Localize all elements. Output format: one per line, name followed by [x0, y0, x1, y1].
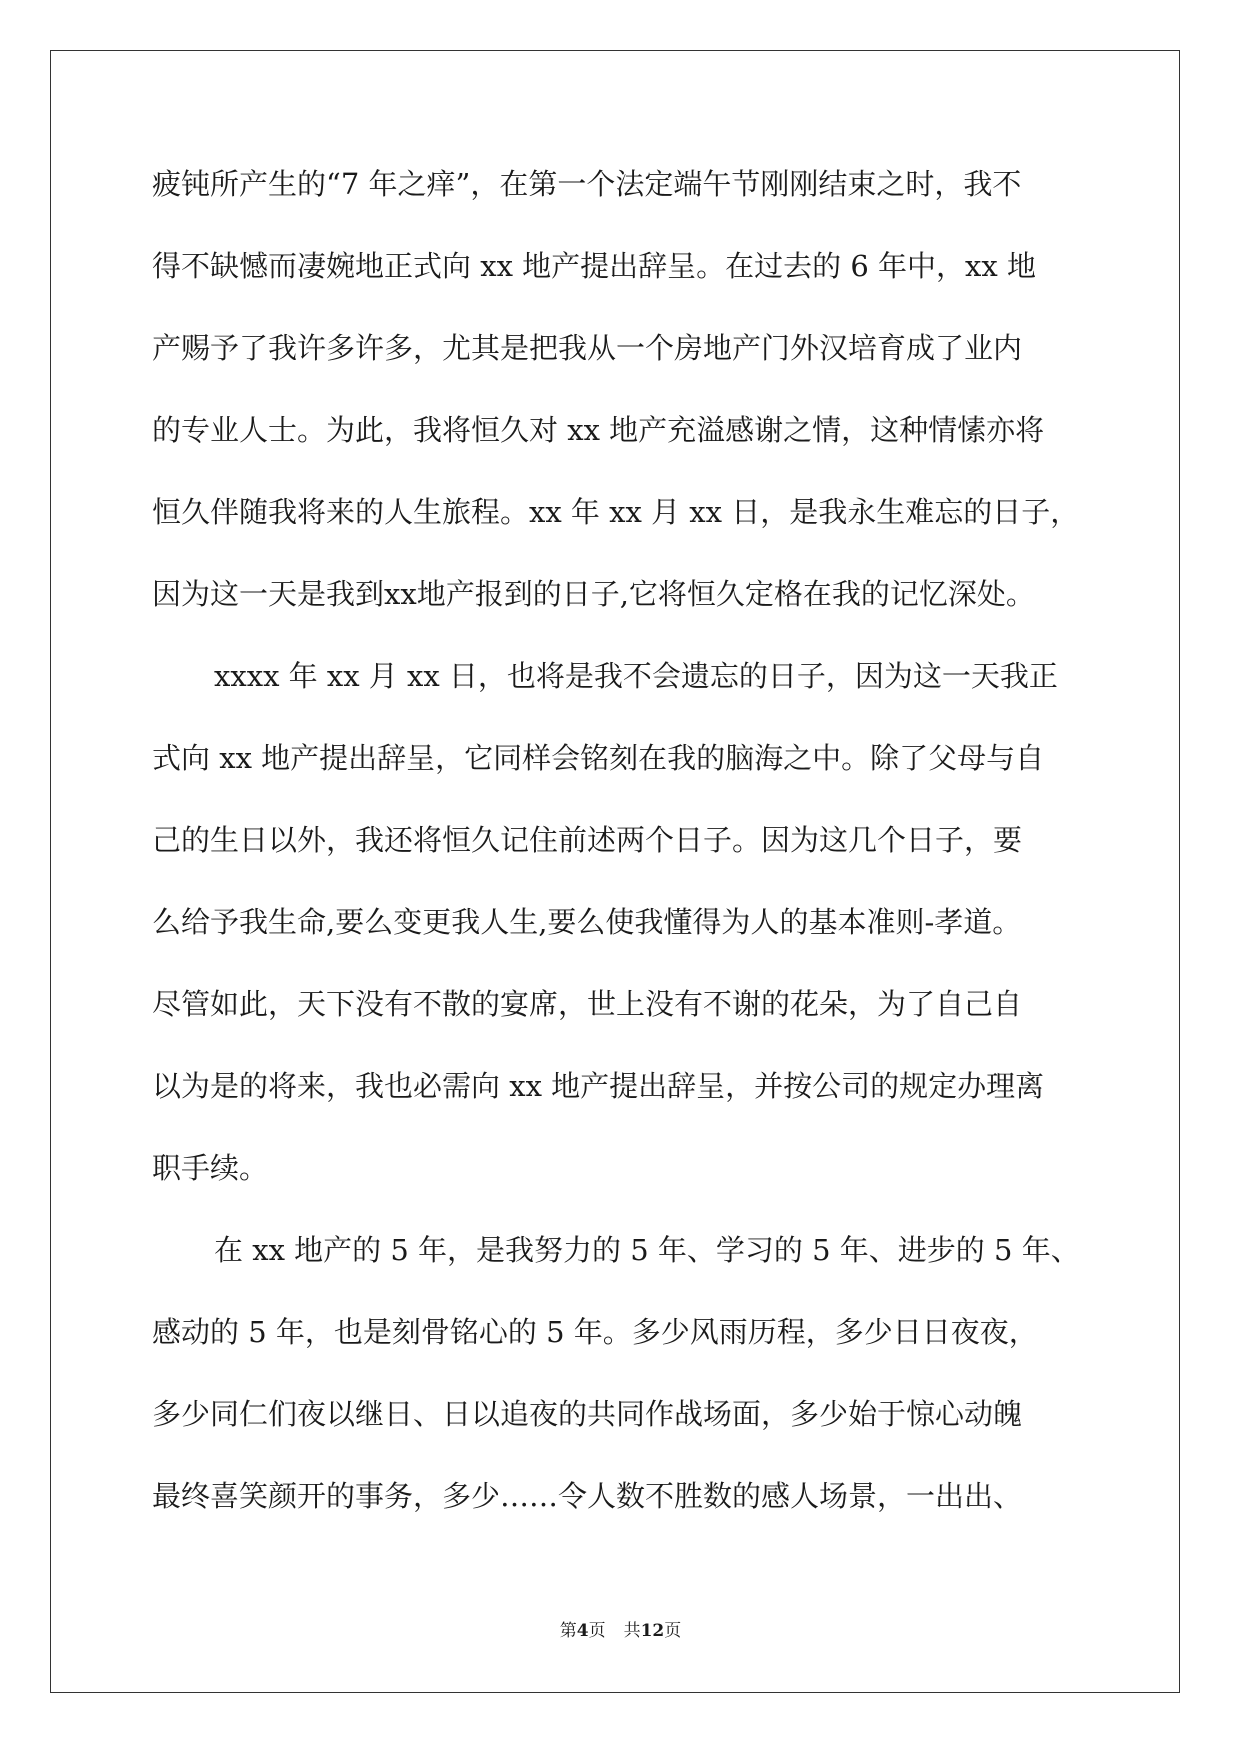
text-line-14: 在 xx 地产的 5 年，是我努力的 5 年、学习的 5 年、进步的 5 年、	[214, 1233, 1080, 1267]
text-line-15: 感动的 5 年，也是刻骨铭心的 5 年。多少风雨历程，多少日日夜夜，	[152, 1315, 1038, 1349]
text-line-10: 么给予我生命,要么变更我人生,要么使我懂得为人的基本准则-孝道。	[152, 905, 1022, 939]
text-line-7: xxxx 年 xx 月 xx 日，也将是我不会遗忘的日子，因为这一天我正	[214, 659, 1058, 693]
text-line-5: 恒久伴随我将来的人生旅程。xx 年 xx 月 xx 日，是我永生难忘的日子，	[152, 495, 1080, 529]
page-footer	[0, 1616, 1241, 1641]
text-line-6: 因为这一天是我到xx地产报到的日子,它将恒久定格在我的记忆深处。	[152, 577, 1035, 611]
text-line-8: 式向 xx 地产提出辞呈，它同样会铭刻在我的脑海之中。除了父母与自	[152, 741, 1045, 775]
page-suffix: 页	[588, 1621, 606, 1641]
body-text	[152, 158, 1088, 1552]
total-prefix: 共	[623, 1621, 641, 1641]
page-number: 4	[576, 1621, 589, 1641]
text-line-4: 的专业人士。为此，我将恒久对 xx 地产充溢感谢之情，这种情愫亦将	[152, 413, 1045, 447]
text-line-3: 产赐予了我许多许多，尤其是把我从一个房地产门外汉培育成了业内	[152, 331, 1023, 365]
text-line-17: 最终喜笑颜开的事务，多少……令人数不胜数的感人场景，一出出、	[152, 1479, 1023, 1513]
text-line-2: 得不缺憾而凄婉地正式向 xx 地产提出辞呈。在过去的 6 年中，xx 地	[152, 249, 1036, 283]
text-line-12: 以为是的将来，我也必需向 xx 地产提出辞呈，并按公司的规定办理离	[152, 1069, 1045, 1103]
text-line-16: 多少同仁们夜以继日、日以追夜的共同作战场面，多少始于惊心动魄	[152, 1397, 1023, 1431]
text-line-9: 己的生日以外，我还将恒久记住前述两个日子。因为这几个日子，要	[152, 823, 1023, 857]
text-line-11: 尽管如此，天下没有不散的宴席，世上没有不谢的花朵，为了自己自	[152, 987, 1023, 1021]
text-line-1: 疲钝所产生的“7 年之痒”，在第一个法定端午节刚刚结束之时，我不	[152, 167, 1022, 201]
page-prefix: 第	[559, 1621, 577, 1641]
total-suffix: 页	[664, 1621, 682, 1641]
text-line-13: 职手续。	[152, 1151, 269, 1185]
total-pages: 12	[640, 1621, 665, 1641]
